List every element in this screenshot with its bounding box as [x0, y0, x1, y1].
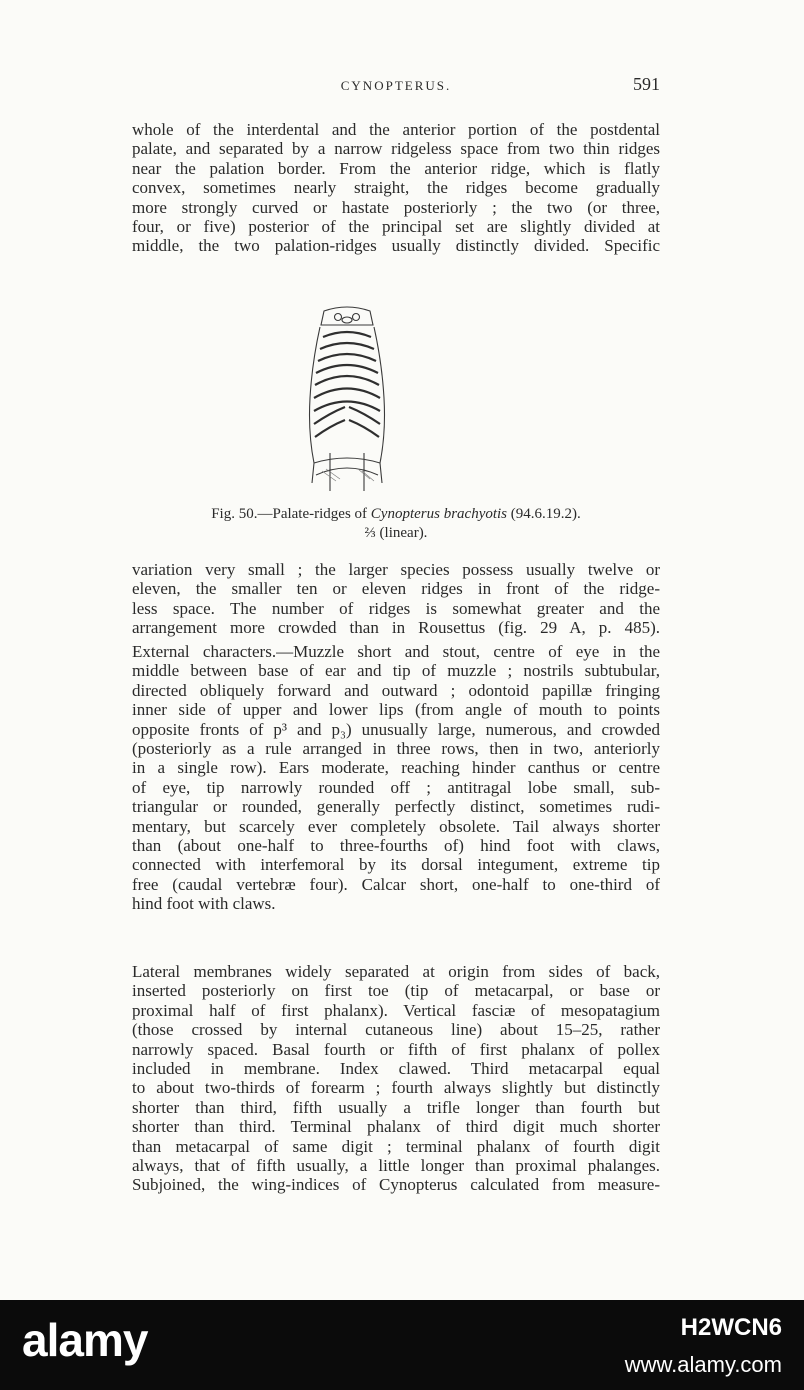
text-line: External characters.—Muzzle short and stout, centre of eye in the [132, 642, 660, 661]
text-line: near the palation border. From the anterior ridge, which is flatly [132, 158, 660, 178]
caption-taxon: Cynopterus brachyotis [370, 506, 508, 522]
text-line: hind foot with claws. [132, 894, 276, 914]
text-line: triangular or rounded, generally perfectly distinct, sometimes rudi- [132, 797, 660, 817]
text-line: variation very small ; the larger species possess usually twelve or [132, 560, 660, 579]
figure-scale: ⅔ (linear). [364, 525, 428, 541]
text-line: four, or five) posterior of the principal set are slightly divided at [132, 217, 660, 237]
text-line: directed obliquely forward and outward ; odontoid papillæ fringing [132, 680, 660, 700]
watermark-brand: alamy [22, 1314, 148, 1366]
text-line: (those crossed by internal cutaneous line) about 15–25, rather [132, 1020, 660, 1040]
text-line: of eye, tip narrowly rounded off ; antitragal lobe small, sub- [132, 777, 660, 797]
text-line: proximal half of first phalanx). Vertical fasciæ of mesopatagium [132, 1000, 660, 1020]
watermark-banner [0, 1300, 804, 1390]
paragraph-external-characters [132, 642, 660, 914]
page-header [132, 72, 660, 102]
text-line: Lateral membranes widely separated at origin from sides of back, [132, 962, 660, 981]
text-line: Subjoined, the wing-indices of Cynopterus calculated from measure- [132, 1175, 660, 1195]
watermark-url: www.alamy.com [624, 1352, 782, 1377]
text-line: free (caudal vertebræ four). Calcar short, one-half to one-third of [132, 874, 660, 894]
text-line: included in membrane. Index clawed. Third metacarpal equal [132, 1059, 660, 1079]
paragraph-palate [132, 120, 660, 256]
text-line: narrowly spaced. Basal fourth or fifth of first phalanx of pollex [132, 1039, 660, 1059]
text-line: arrangement more crowded than in Rousettus (fig. 29 A, p. 485). [132, 618, 660, 638]
text-line: to about two-thirds of forearm ; fourth always slightly but distinctly [132, 1078, 660, 1098]
text-line: middle, the two palation-ridges usually distinctly divided. Specific [132, 236, 660, 256]
page-number: 591 [633, 74, 660, 94]
text-line: middle between base of ear and tip of muzzle ; nostrils subtubular, [132, 661, 660, 681]
paragraph-lateral-membranes [132, 962, 660, 1195]
palate-ridges-figure [290, 303, 405, 498]
text-line: shorter than third, fifth usually a trifle longer than fourth but [132, 1097, 660, 1117]
text-line: connected with interfemoral by its dorsal integument, extreme tip [132, 855, 660, 875]
caption-suffix: (94.6.19.2). [507, 506, 581, 522]
watermark-image-id: H2WCN6 [680, 1314, 782, 1341]
text-line: convex, sometimes nearly straight, the ridges become gradually [132, 178, 660, 198]
text-line: more strongly curved or hastate posteriorly ; the two (or three, [132, 197, 660, 217]
caption-prefix: Fig. 50.—Palate-ridges of [211, 506, 371, 522]
text-line: (posteriorly as a rule arranged in three rows, then in two, anteriorly [132, 739, 660, 759]
text-line: always, that of fifth usually, a little longer than proximal phalanges. [132, 1156, 660, 1176]
text-line: mentary, but scarcely ever completely obsolete. Tail always shorter [132, 816, 660, 836]
text-line: than metacarpal of same digit ; terminal phalanx of fourth digit [132, 1136, 660, 1156]
running-title: CYNOPTERUS. [340, 78, 452, 93]
text-line: in a single row). Ears moderate, reaching hinder canthus or centre [132, 758, 660, 778]
text-line: inserted posteriorly on first toe (tip of metacarpal, or base or [132, 981, 660, 1001]
text-line: less space. The number of ridges is somewhat greater and the [132, 598, 660, 618]
paragraph-variation [132, 560, 660, 638]
text-line: than (about one-half to three-fourths of) hind foot with claws, [132, 836, 660, 856]
text-line: palate, and separated by a narrow ridgeless space from two thin ridges [132, 139, 660, 159]
text-line: eleven, the smaller ten or eleven ridges in front of the ridge- [132, 579, 660, 599]
figure-caption [132, 505, 660, 524]
text-line: whole of the interdental and the anterior portion of the postdental [132, 120, 660, 139]
palate-ridges [314, 332, 380, 437]
text-line: shorter than third. Terminal phalanx of third digit much shorter [132, 1117, 660, 1137]
text-line: opposite fronts of p³ and p₃) unusually large, numerous, and crowded [132, 719, 660, 739]
text-line: inner side of upper and lower lips (from angle of mouth to points [132, 700, 660, 720]
